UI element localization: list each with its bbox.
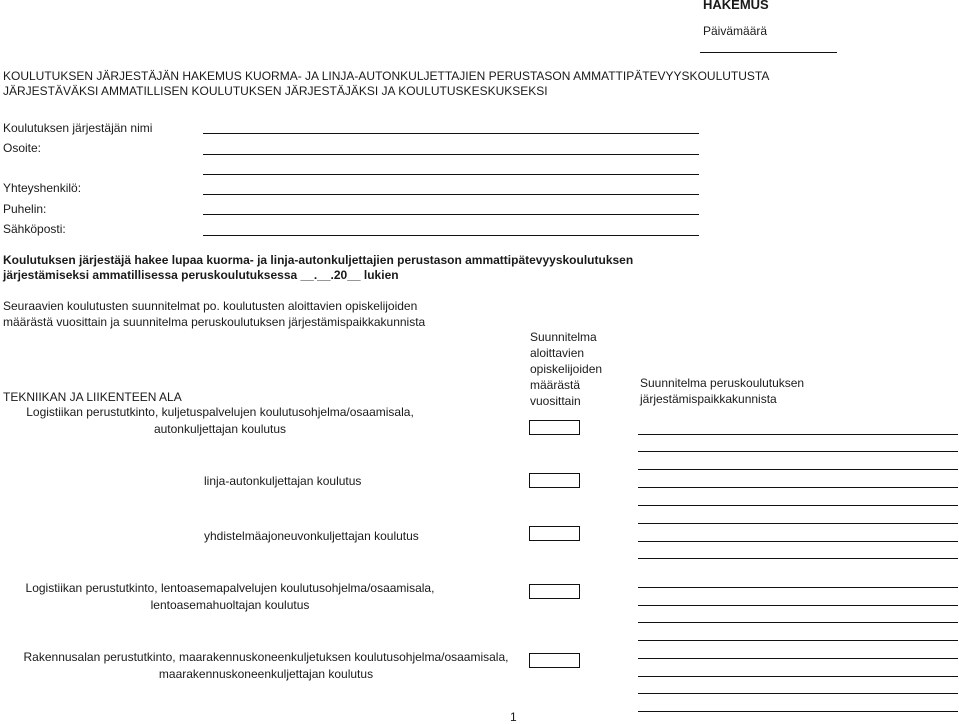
email-field[interactable] bbox=[203, 235, 699, 236]
row-4-students-input[interactable] bbox=[529, 584, 580, 599]
document-title: HAKEMUS bbox=[703, 0, 769, 12]
row-label-line: autonkuljettajan koulutus bbox=[153, 422, 287, 436]
phone-field[interactable] bbox=[203, 214, 699, 215]
date-label: Päivämäärä bbox=[703, 24, 768, 38]
students-header-line: opiskelijoiden bbox=[530, 362, 603, 376]
locations-header-line: Suunnitelma peruskoulutuksen bbox=[640, 376, 805, 390]
row-2-location-line[interactable] bbox=[638, 469, 958, 470]
address-label: Osoite: bbox=[3, 141, 42, 155]
row-5-label bbox=[20, 649, 512, 683]
row-4-label bbox=[20, 580, 440, 614]
plans-line-2: määrästä vuosittain ja suunnitelma peruskoulutuksen järjestämispaikkakunnista bbox=[3, 315, 426, 329]
organizer-name-field[interactable] bbox=[203, 133, 699, 134]
students-header-line: aloittavien bbox=[530, 346, 585, 360]
date-field[interactable] bbox=[700, 52, 837, 53]
row-4-location-line[interactable] bbox=[638, 605, 958, 606]
section-title: TEKNIIKAN JA LIIKENTEEN ALA bbox=[3, 390, 182, 404]
address-field-2[interactable] bbox=[203, 174, 699, 175]
row-5-location-line[interactable] bbox=[638, 711, 958, 712]
row-2-location-line[interactable] bbox=[638, 487, 958, 488]
plans-line-1: Seuraavien koulutusten suunnitelmat po. koulutusten aloittavien opiskelijoiden bbox=[3, 299, 418, 313]
row-5-students-input[interactable] bbox=[529, 653, 580, 668]
row-label-line: maarakennuskoneenkuljettajan koulutus bbox=[158, 667, 374, 681]
organizer-name-label: Koulutuksen järjestäjän nimi bbox=[3, 121, 153, 135]
row-2-location-line[interactable] bbox=[638, 505, 958, 506]
row-1-label bbox=[20, 404, 420, 438]
row-4-location-line[interactable] bbox=[638, 640, 958, 641]
row-label-line: Rakennusalan perustutkinto, maarakennuskoneenkuljetuksen koulutusohjelma/osaamisala, bbox=[23, 650, 509, 664]
students-header-line: Suunnitelma bbox=[530, 330, 597, 344]
row-3-location-line[interactable] bbox=[638, 558, 958, 559]
email-label: Sähköposti: bbox=[3, 222, 66, 236]
row-3-location-line[interactable] bbox=[638, 541, 958, 542]
row-4-location-line[interactable] bbox=[638, 587, 958, 588]
row-4-location-line[interactable] bbox=[638, 622, 958, 623]
row-1-students-input[interactable] bbox=[529, 420, 580, 435]
heading-line-1: KOULUTUKSEN JÄRJESTÄJÄN HAKEMUS KUORMA- JA LINJA-AUTONKULJETTAJIEN PERUSTASON AMMATTIPÄTEVYYSKOULUTUSTA bbox=[3, 69, 770, 83]
phone-label: Puhelin: bbox=[3, 202, 47, 216]
students-header-line: vuosittain bbox=[530, 394, 581, 408]
application-line-1: Koulutuksen järjestäjä hakee lupaa kuorma- ja linja-autonkuljettajien perustason ammattipätevyyskoulutuksen bbox=[3, 253, 634, 267]
row-label-line: Logistiikan perustutkinto, kuljetuspalvelujen koulutusohjelma/osaamisala, bbox=[26, 405, 414, 419]
row-1-location-line[interactable] bbox=[638, 434, 958, 435]
locations-header-line: järjestämispaikkakunnista bbox=[640, 392, 777, 406]
row-1-location-line[interactable] bbox=[638, 451, 958, 452]
locations-column-header bbox=[640, 375, 804, 407]
row-label-line: Logistiikan perustutkinto, lentoasemapalvelujen koulutusohjelma/osaamisala, bbox=[25, 581, 435, 595]
application-line-2: järjestämiseksi ammatillisessa peruskoulutuksessa __.__.20__ lukien bbox=[3, 268, 399, 282]
students-column-header bbox=[530, 329, 602, 409]
row-5-location-line[interactable] bbox=[638, 693, 958, 694]
row-2-students-input[interactable] bbox=[529, 473, 580, 488]
address-field-1[interactable] bbox=[203, 154, 699, 155]
row-5-location-line[interactable] bbox=[638, 676, 958, 677]
heading-line-2: JÄRJESTÄVÄKSI AMMATILLISEN KOULUTUKSEN JÄRJESTÄJÄKSI JA KOULUTUSKESKUKSEKSI bbox=[3, 84, 548, 98]
page-number: 1 bbox=[510, 710, 517, 724]
row-3-students-input[interactable] bbox=[529, 526, 580, 541]
students-header-line: määrästä bbox=[530, 378, 581, 392]
row-3-location-line[interactable] bbox=[638, 523, 958, 524]
row-3-label: yhdistelmäajoneuvonkuljettajan koulutus bbox=[204, 529, 419, 543]
contact-person-label: Yhteyshenkilö: bbox=[3, 181, 82, 195]
row-label-line: lentoasemahuoltajan koulutus bbox=[150, 598, 310, 612]
row-2-label: linja-autonkuljettajan koulutus bbox=[204, 474, 362, 488]
contact-person-field[interactable] bbox=[203, 194, 699, 195]
row-5-location-line[interactable] bbox=[638, 658, 958, 659]
